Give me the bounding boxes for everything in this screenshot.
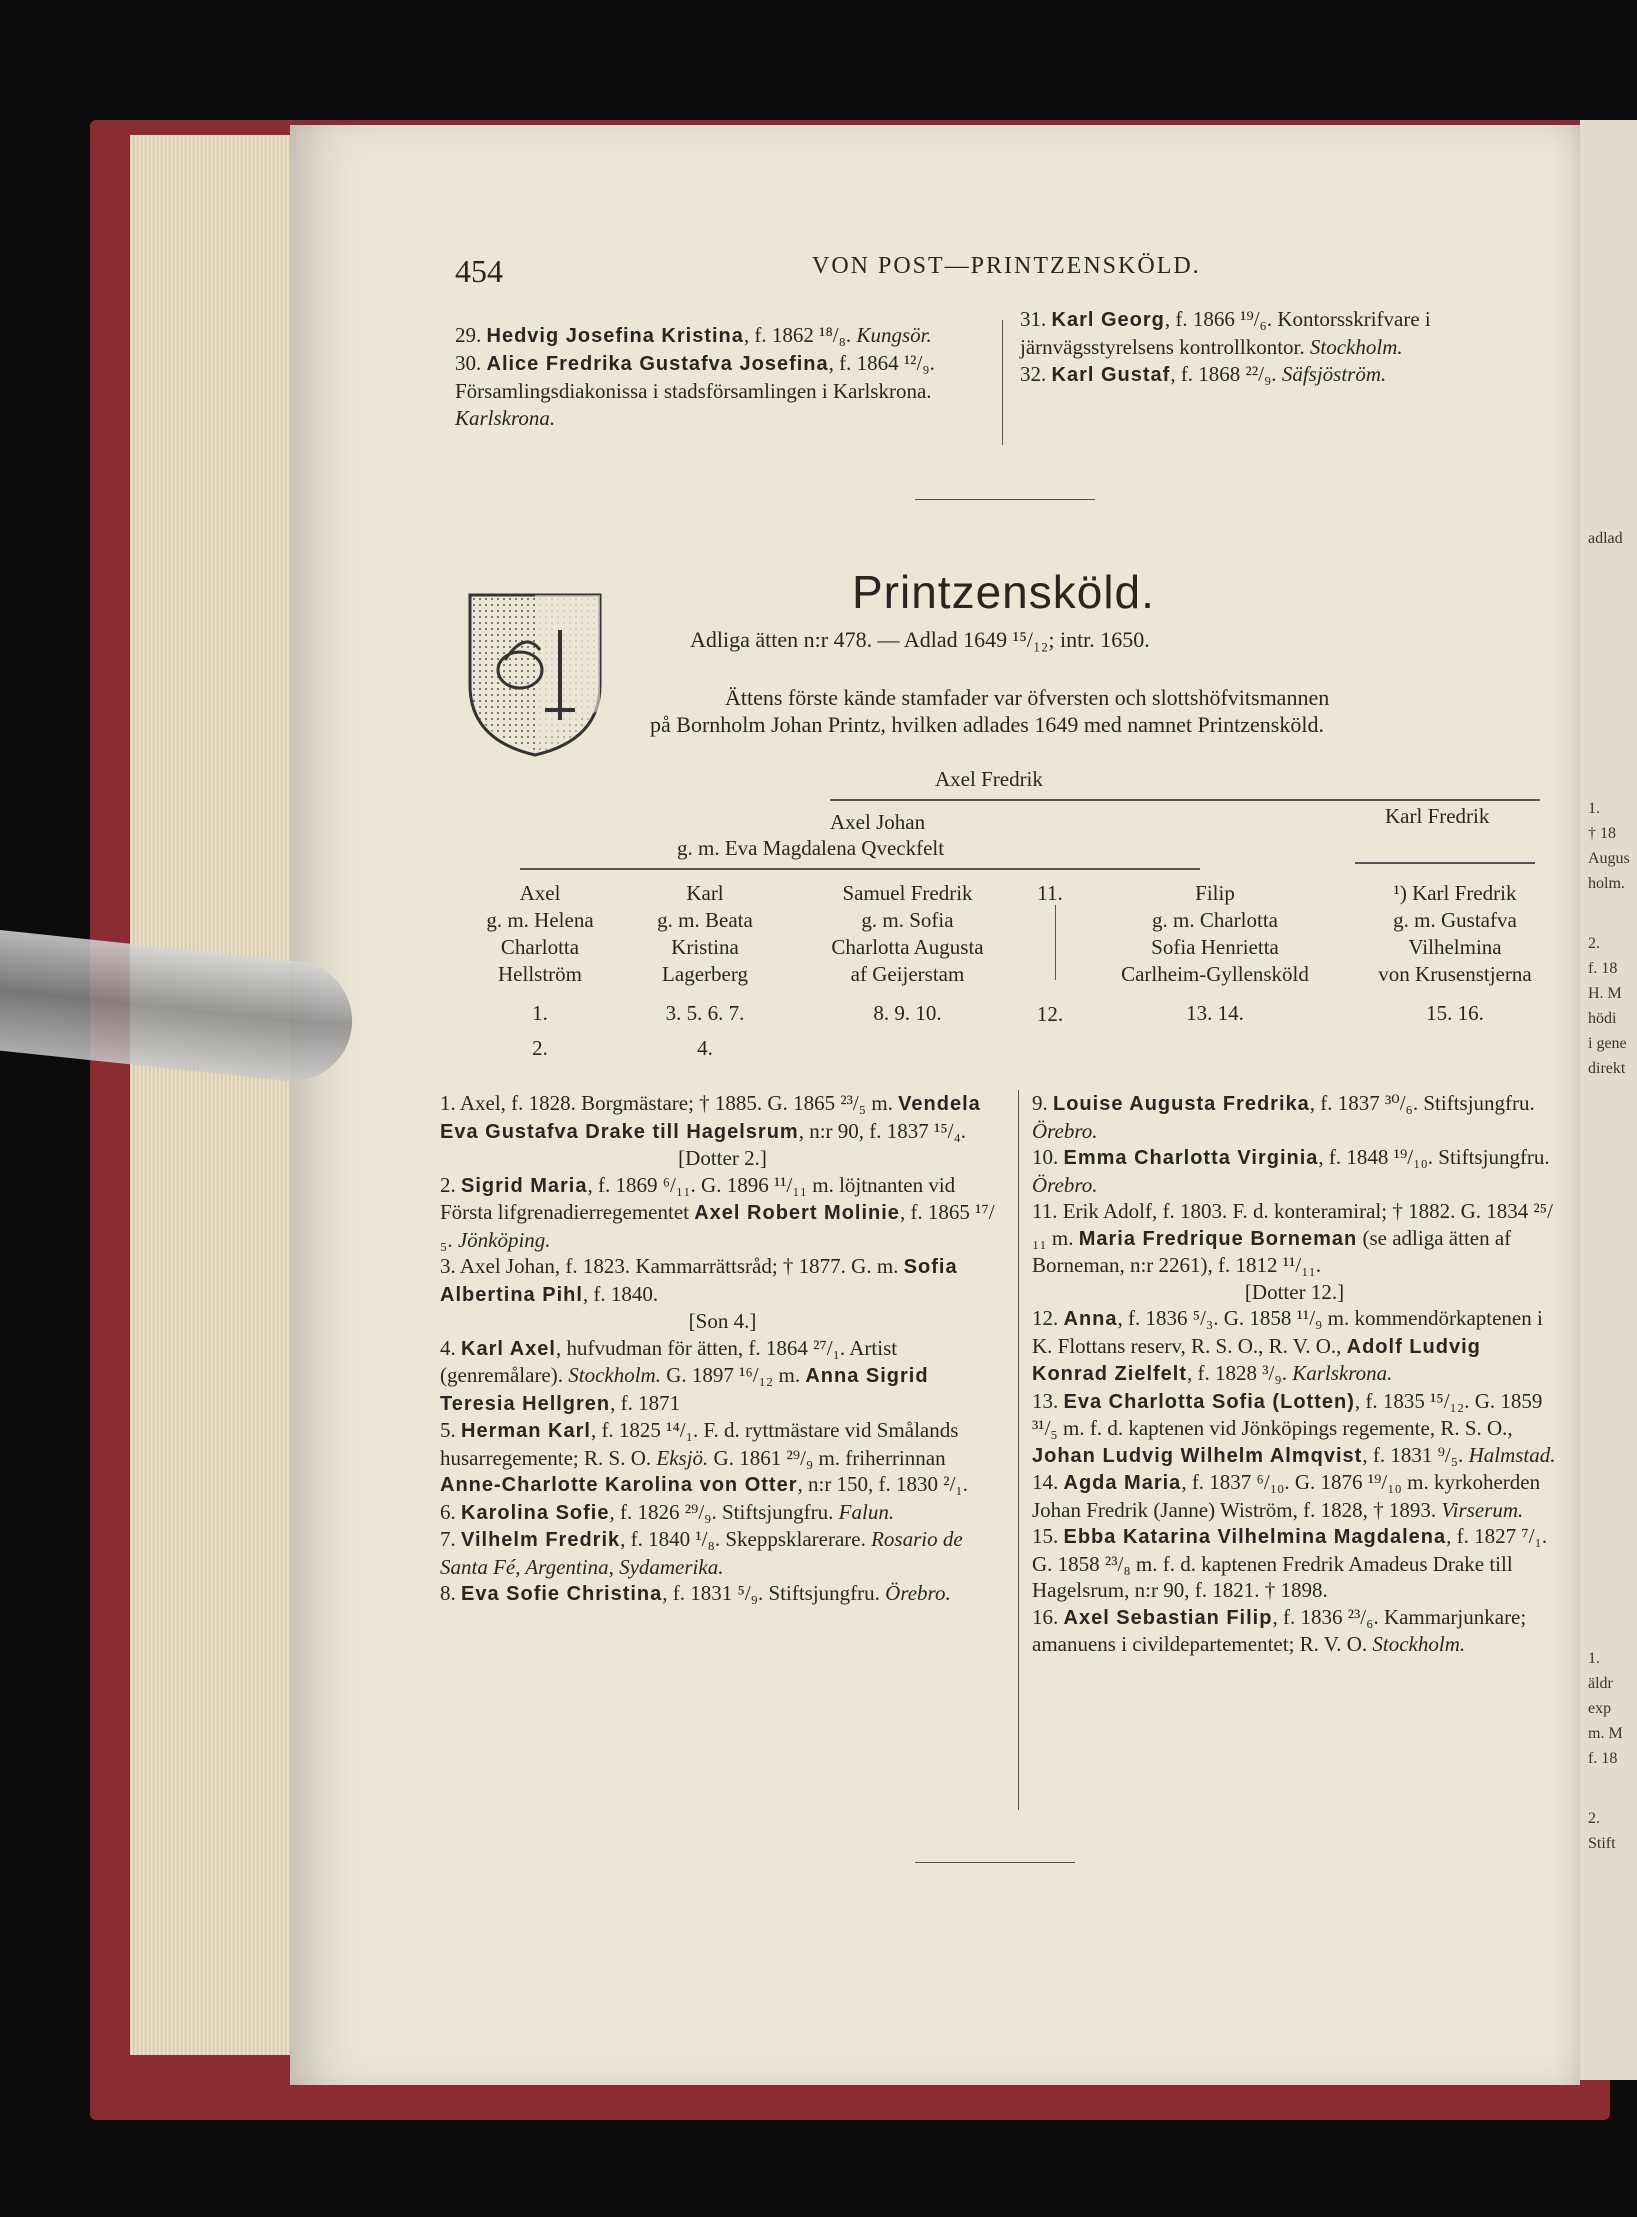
entry-paragraph: 3. Axel Johan, f. 1823. Kammarrättsråd; † 1877. G. m. Sofia Albertina Pihl, f. 1840. (440, 1254, 958, 1306)
section-divider (915, 499, 1095, 500)
entry-paragraph: 16. Axel Sebastian Filip, f. 1836 ²³/₆. Kammarjunkare; amanuens i civildepartementet; R. V. O. Stockholm. (1032, 1604, 1527, 1656)
tree-child-karl: Karl g. m. Beata Kristina Lagerberg 3. 5. 6. 7. 4. (657, 881, 753, 1060)
bottom-right-column (1032, 1090, 1557, 1658)
tree-child-filip: Filip g. m. Charlotta Sofia Henrietta Carlheim-Gyllensköld 13. 14. (1121, 881, 1309, 1025)
next-page-text: 1. (1588, 800, 1600, 817)
entry-paragraph: [Son 4.] (688, 1309, 757, 1333)
tree-left-name: Axel Johan (830, 810, 926, 834)
entry-paragraph: 5. Herman Karl, f. 1825 ¹⁴/₁. F. d. ryttmästare vid Smålands husarregemente; R. S. O. Eksjö. G. 1861 ²⁹/₉ m. friherrinnan Anne-Charlotte Karolina von Otter, n:r 150, f. 1830 ²/₁. (440, 1418, 969, 1496)
page-edges (130, 135, 300, 2055)
next-page-text: holm. (1588, 875, 1625, 892)
entry-paragraph: 12. Anna, f. 1836 ⁵/₃. G. 1858 ¹¹/₉ m. kommendörkaptenen i K. Flottans reserv, R. S. O., R. V. O., Adolf Ludvig Konrad Zielfelt, f. 1828 ³/₉. Karlskrona. (1032, 1306, 1543, 1385)
next-page-text: f. 18 (1588, 1750, 1618, 1767)
coat-of-arms-icon (465, 590, 605, 760)
end-rule (915, 1862, 1075, 1863)
tree-child-samuel-fredrik: Samuel Fredrik g. m. Sofia Charlotta Augusta af Geijerstam 8. 9. 10. (831, 881, 984, 1025)
entry-paragraph: 11. Erik Adolf, f. 1803. F. d. konteramiral; † 1882. G. 1834 ²⁵/₁₁ m. Maria Fredrique Borneman (se adliga ätten af Borneman, n:r 2261), f. 1812 ¹¹/₁₁. (1032, 1199, 1553, 1277)
next-page-fragment (1580, 120, 1637, 2080)
running-title: VON POST—PRINTZENSKÖLD. (812, 253, 1201, 279)
entry-32: 32. Karl Gustaf, f. 1868 ²²/₉. Säfsjöström. (1020, 362, 1387, 386)
tree-left-spouse: g. m. Eva Magdalena Qveckfelt (677, 836, 945, 860)
next-page-text: † 18 (1588, 825, 1616, 842)
next-page-text: f. 18 (1588, 960, 1618, 977)
entry-30: 30. Alice Fredrika Gustafva Josefina, f. 1864 ¹²/₉. Församlingsdiakonissa i stadsförsamlingen i Karlskrona. Karlskrona. (455, 351, 935, 430)
next-page-text: äldr (1588, 1675, 1613, 1692)
entry-paragraph: 15. Ebba Katarina Vilhelmina Magdalena, f. 1827 ⁷/₁. G. 1858 ²³/₈ m. f. d. kaptenen Fredrik Amadeus Drake till Hagelsrum, n:r 90, f. 1821. † 1898. (1032, 1524, 1548, 1602)
column-rule (1002, 320, 1003, 445)
next-page-text: Stift (1588, 1835, 1616, 1852)
page-number: 454 (455, 253, 503, 289)
entry-paragraph: 14. Agda Maria, f. 1837 ⁶/₁₀. G. 1876 ¹⁹/₁₀ m. kyrkoherden Johan Fredrik (Janne) Wiström, f. 1828, † 1893. Virserum. (1032, 1470, 1541, 1522)
top-right-column (1020, 306, 1540, 389)
next-page-text: exp (1588, 1700, 1612, 1717)
tree-child-axel: Axel g. m. Helena Charlotta Hellström 1. 2. (486, 881, 594, 1060)
entry-paragraph: [Dotter 12.] (1244, 1279, 1345, 1304)
entry-paragraph: [Dotter 2.] (678, 1146, 767, 1170)
next-page-text: 1. (1588, 1650, 1600, 1667)
tree-brace (1355, 862, 1535, 872)
entry-paragraph: 7. Vilhelm Fredrik, f. 1840 ¹/₈. Skeppsklarerare. Rosario de Santa Fé, Argentina, Sydamerika. (440, 1527, 963, 1579)
entry-paragraph: 8. Eva Sofie Christina, f. 1831 ⁵/₉. Stiftsjungfru. Örebro. (440, 1581, 951, 1605)
section-subtitle: Adliga ätten n:r 478. — Adlad 1649 ¹⁵/₁₂; intr. 1650. (690, 627, 1150, 652)
tree-child-karl-fredrik: ¹) Karl Fredrik g. m. Gustafva Vilhelmina von Krusenstjerna 15. 16. (1378, 881, 1532, 1025)
entry-31: 31. Karl Georg, f. 1866 ¹⁹/₆. Kontorsskrifvare i järnvägsstyrelsens kontrollkontor. Stockholm. (1020, 307, 1431, 359)
entry-paragraph: 10. Emma Charlotta Virginia, f. 1848 ¹⁹/₁₀. Stiftsjungfru. Örebro. (1032, 1145, 1550, 1197)
tree-right-name: Karl Fredrik (1385, 804, 1490, 828)
next-page-text: hödi (1588, 1010, 1617, 1027)
entry-paragraph: 1. Axel, f. 1828. Borgmästare; † 1885. G. 1865 ²³/₅ m. Vendela Eva Gustafva Drake till Hagelsrum, n:r 90, f. 1837 ¹⁵/₄. (440, 1091, 981, 1143)
next-page-text: 2. (1588, 1810, 1600, 1827)
next-page-text: i gene (1588, 1035, 1627, 1052)
next-page-text: Augus (1588, 850, 1630, 867)
section-intro-line2: på Bornholm Johan Printz, hvilken adlades 1649 med namnet Printzensköld. (650, 712, 1324, 737)
tree-child-11: 11. 12. (1036, 881, 1064, 1026)
bottom-left-column (440, 1090, 1005, 1608)
section-intro-line1: Ättens förste kände stamfader var öfversten och slottshöfvitsmannen (725, 685, 1330, 710)
tree-rule (1055, 905, 1056, 980)
entry-paragraph: 6. Karolina Sofie, f. 1826 ²⁹/₉. Stiftsjungfru. Falun. (440, 1499, 895, 1524)
tree-root: Axel Fredrik (935, 767, 1043, 791)
next-page-text: direkt (1588, 1060, 1626, 1077)
next-page-text: 2. (1588, 935, 1600, 952)
section-title: Printzensköld. (852, 566, 1155, 618)
next-page-text: adlad (1588, 530, 1623, 547)
top-left-column (455, 322, 995, 432)
entry-paragraph: 2. Sigrid Maria, f. 1869 ⁶/₁₁. G. 1896 ¹¹/₁₁ m. löjtnanten vid Första lifgrenadierregementet Axel Robert Molinie, f. 1865 ¹⁷/₅. Jönköping. (440, 1172, 995, 1252)
entry-29: 29. Hedvig Josefina Kristina, f. 1862 ¹⁸/₈. Kungsör. (455, 323, 932, 347)
next-page-text: H. M (1588, 985, 1622, 1002)
entry-paragraph: 13. Eva Charlotta Sofia (Lotten), f. 1835 ¹⁵/₁₂. G. 1859 ³¹/₅ m. f. d. kaptenen vid Jönköpings regemente, R. S. O., Johan Ludvig Wilhelm Almqvist, f. 1831 ⁹/₅. Halmstad. (1032, 1388, 1556, 1467)
entry-paragraph: 4. Karl Axel, hufvudman för ätten, f. 1864 ²⁷/₁. Artist (genremålare). Stockholm. G. 1897 ¹⁶/₁₂ m. Anna Sigrid Teresia Hellgren, f. 1871 (440, 1335, 929, 1415)
column-rule (1018, 1090, 1019, 1810)
next-page-text: m. M (1588, 1725, 1623, 1742)
tree-brace (520, 868, 1200, 878)
entry-paragraph: 9. Louise Augusta Fredrika, f. 1837 ³⁰/₆. Stiftsjungfru. Örebro. (1032, 1091, 1535, 1143)
